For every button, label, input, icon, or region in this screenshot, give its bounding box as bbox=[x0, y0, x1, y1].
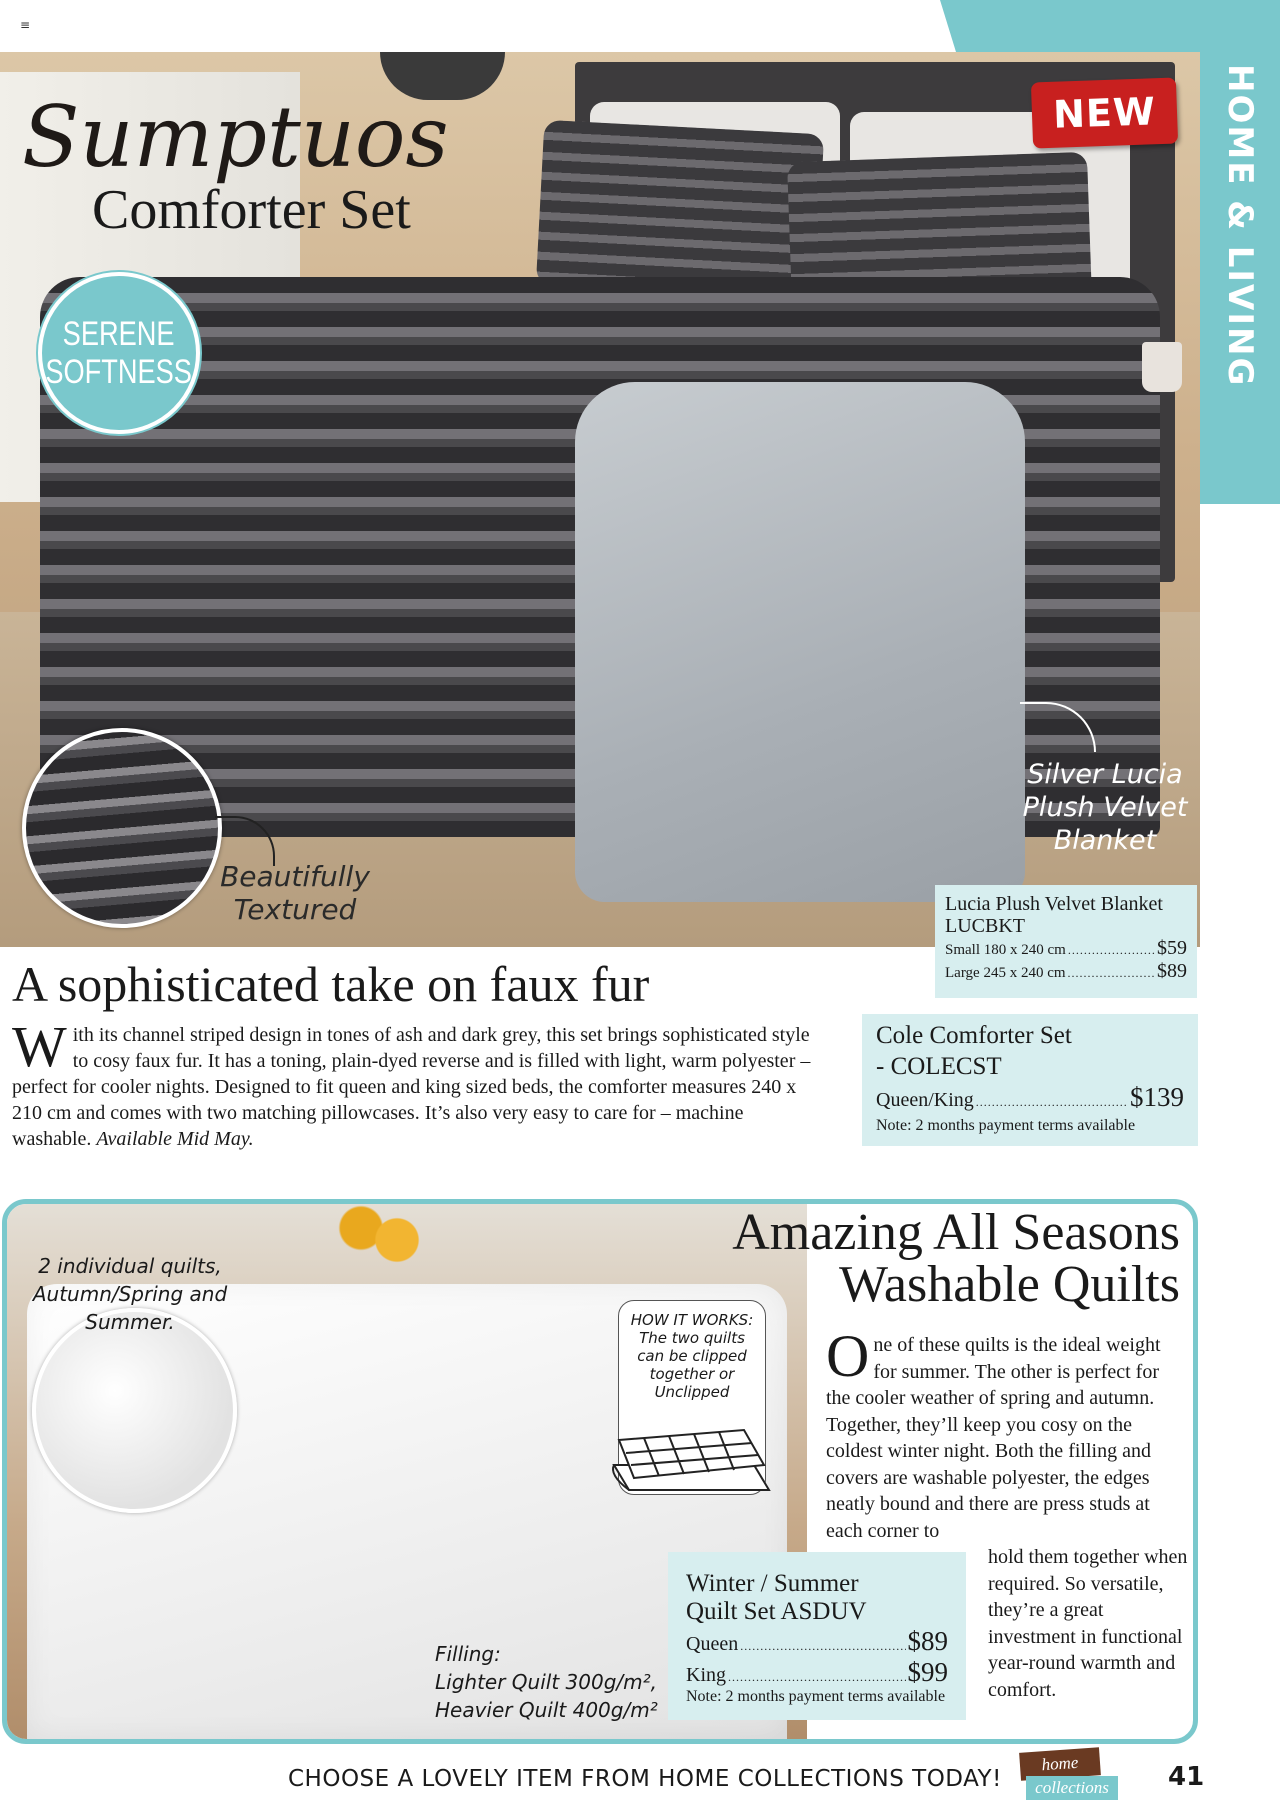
home-collections-logo bbox=[1020, 1750, 1109, 1802]
size-label: King bbox=[686, 1664, 726, 1686]
new-badge bbox=[1031, 77, 1178, 148]
label-line: Plush Velvet bbox=[1022, 792, 1188, 823]
price-row bbox=[945, 937, 1187, 960]
size-label: Queen bbox=[686, 1633, 739, 1655]
quilt-detail-circle bbox=[32, 1308, 237, 1513]
comforter-title: Comforter Set bbox=[92, 179, 411, 241]
filling-info bbox=[435, 1640, 675, 1724]
silver-blanket bbox=[575, 382, 1025, 902]
quilts-description-continued: hold them together when required. So versatile, they’re a great investment in functional year-round warmth and comfort. bbox=[988, 1546, 1188, 1701]
size-label: Queen/King bbox=[876, 1089, 974, 1111]
badge-line: SERENE bbox=[63, 315, 175, 353]
lucia-price-box bbox=[935, 885, 1197, 998]
filling-title: Filling: bbox=[435, 1642, 501, 1666]
drop-cap: O bbox=[826, 1323, 870, 1389]
price: $99 bbox=[907, 1657, 948, 1687]
mug bbox=[1142, 342, 1182, 392]
description-text: ne of these quilts is the ideal weight for summer. The other is perfect for the cooler weather of spring and autumn. Together, they’ll keep you cosy on the coldest winter night. Both the filling and covers are washable polyester, the edges neatly bound and there are press studs at each corner to bbox=[826, 1334, 1161, 1542]
comforter-headline: A sophisticated take on faux fur bbox=[12, 956, 650, 1012]
quilts-headline bbox=[640, 1204, 1180, 1313]
texture-swatch bbox=[22, 728, 222, 928]
logo-top: home bbox=[1019, 1747, 1101, 1781]
product-code: Quilt Set ASDUV bbox=[686, 1598, 867, 1625]
price: $89 bbox=[907, 1626, 948, 1656]
price: $59 bbox=[1157, 937, 1187, 959]
price-row bbox=[876, 1082, 1184, 1113]
size-label: Large 245 x 240 cm bbox=[945, 965, 1066, 981]
filling-heavier: Heavier Quilt 400g/m² bbox=[435, 1698, 658, 1722]
header-band bbox=[940, 0, 1280, 52]
menu-icon[interactable]: ≡ bbox=[20, 18, 31, 32]
footer-call-to-action: CHOOSE A LOVELY ITEM FROM HOME COLLECTIONS TODAY! bbox=[288, 1766, 1002, 1792]
leader-dots bbox=[976, 1095, 1128, 1110]
price: $139 bbox=[1130, 1082, 1184, 1112]
section-tab-label: HOME & LIVING bbox=[1220, 64, 1260, 388]
product-title: Cole Comforter Set bbox=[876, 1022, 1072, 1049]
leader-dots bbox=[1068, 966, 1155, 981]
how-it-works-text: The two quilts can be clipped together or Unclipped bbox=[637, 1329, 747, 1401]
section-tab bbox=[1200, 52, 1280, 504]
availability: Available Mid May. bbox=[96, 1128, 254, 1150]
faux-fur-pillow bbox=[536, 120, 824, 299]
flowers bbox=[337, 1204, 457, 1264]
description-text: ith its channel striped design in tones of ash and dark grey, this set brings sophisticated style to cosy faux fur. It has a toning, plain-dyed reverse and is filled with light, warm polyester – perfect for cooler nights. Designed to fit queen and king sized beds, the comforter measures 240 x 210 cm and comes with two matching pillowcases. It’s also very easy to care for – machine washable. bbox=[12, 1024, 811, 1150]
page-number: 41 bbox=[1168, 1762, 1205, 1792]
badge-line: SOFTNESS bbox=[45, 353, 193, 391]
quilts-caption: 2 individual quilts, Autumn/Spring and Summer. bbox=[32, 1254, 228, 1334]
comforter-description bbox=[12, 1014, 822, 1152]
winter-summer-price-box bbox=[668, 1552, 966, 1720]
price-row bbox=[686, 1657, 948, 1688]
blanket-label bbox=[1010, 758, 1200, 857]
payment-note: Note: 2 months payment terms available bbox=[686, 1688, 946, 1705]
product-code: - COLECST bbox=[876, 1053, 1002, 1080]
leader-dots bbox=[1068, 943, 1155, 958]
label-line: Silver Lucia bbox=[1027, 759, 1183, 790]
new-badge-label: NEW bbox=[1052, 89, 1157, 137]
headline-line: Amazing All Seasons bbox=[732, 1204, 1180, 1261]
leader-dots bbox=[740, 1639, 905, 1654]
label-line: Blanket bbox=[1053, 825, 1157, 856]
payment-note: Note: 2 months payment terms available bbox=[876, 1117, 1136, 1134]
quilt-layers-icon bbox=[604, 1420, 774, 1510]
label-line: Beautifully bbox=[220, 860, 370, 893]
price: $89 bbox=[1157, 960, 1187, 982]
leader-dots bbox=[728, 1670, 906, 1685]
price-row bbox=[945, 960, 1187, 983]
headline-line: Washable Quilts bbox=[839, 1256, 1180, 1313]
script-title: Sumptuos bbox=[22, 88, 449, 186]
product-title: Lucia Plush Velvet Blanket bbox=[945, 893, 1163, 915]
product-title: Winter / Summer bbox=[686, 1570, 859, 1597]
label-line: Textured bbox=[233, 893, 357, 926]
size-label: Small 180 x 240 cm bbox=[945, 942, 1066, 958]
price-row bbox=[686, 1626, 948, 1657]
serene-softness-badge bbox=[38, 272, 200, 434]
quilts-description bbox=[826, 1323, 1186, 1544]
product-code: LUCBKT bbox=[945, 915, 1025, 937]
how-it-works-title: HOW IT WORKS: bbox=[630, 1311, 754, 1329]
filling-lighter: Lighter Quilt 300g/m², bbox=[435, 1670, 657, 1694]
logo-bottom: collections bbox=[1026, 1776, 1118, 1800]
drop-cap: W bbox=[12, 1014, 67, 1079]
textured-label bbox=[220, 860, 370, 926]
cole-price-box bbox=[862, 1014, 1198, 1146]
